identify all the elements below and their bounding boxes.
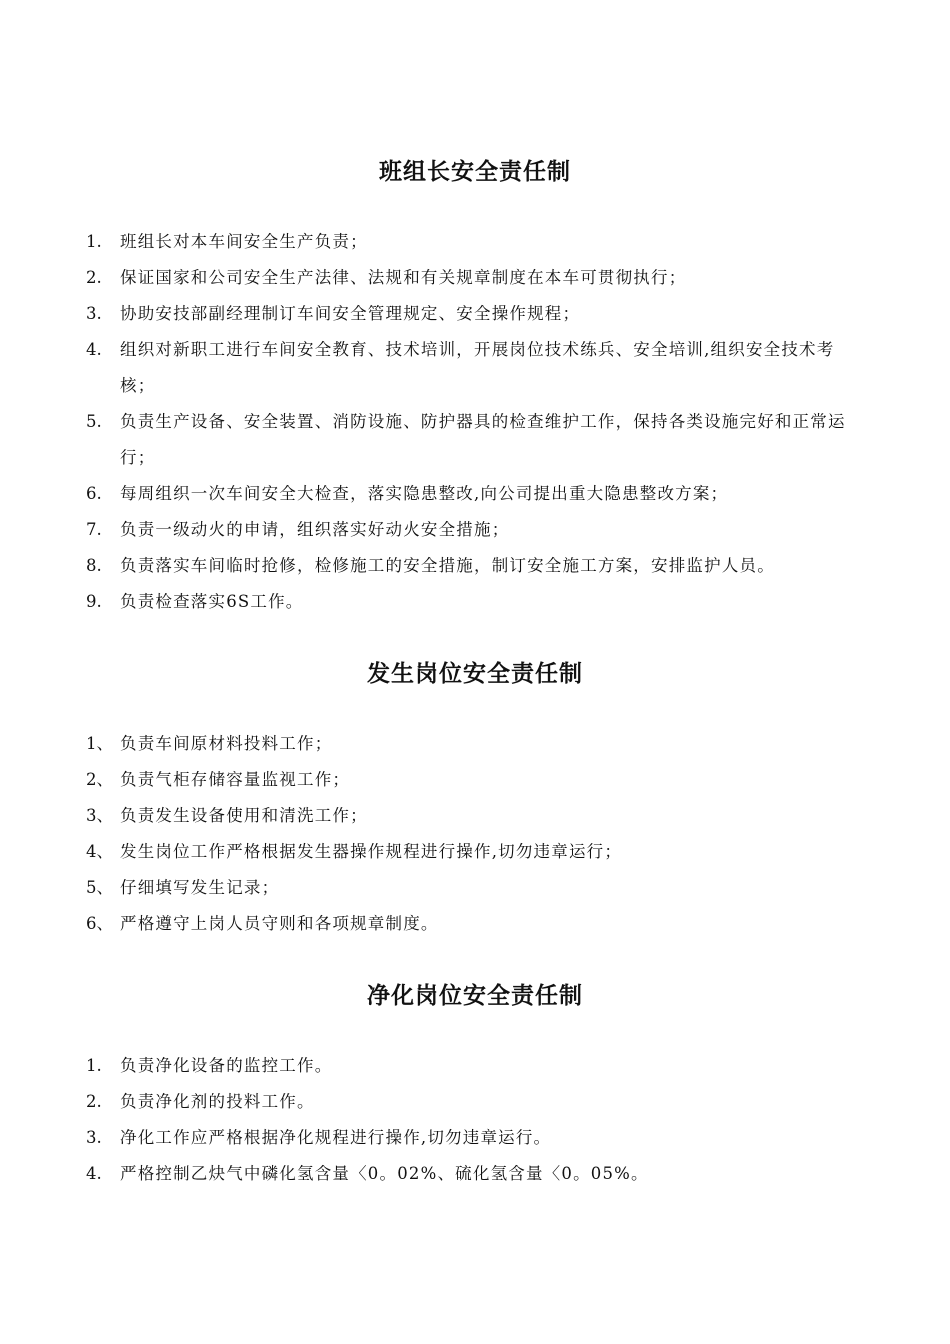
item-text: 仔细填写发生记录； xyxy=(120,878,280,897)
list-item xyxy=(0,834,862,870)
item-text: 负责一级动火的申请，组织落实好动火安全措施； xyxy=(120,520,510,539)
list-item xyxy=(0,404,862,476)
item-number: 5、 xyxy=(86,878,113,897)
section-title: 净化岗位安全责任制 xyxy=(367,982,583,1009)
section-generation-post-responsibility xyxy=(0,652,950,942)
item-text: 班组长对本车间安全生产负责； xyxy=(120,232,368,251)
item-text: 负责净化设备的监控工作。 xyxy=(120,1056,333,1075)
item-text: 负责生产设备、安全装置、消防设施、防护器具的检查维护工作，保持各类设施完好和正常运行； xyxy=(120,412,846,467)
item-number: 3. xyxy=(86,1128,102,1147)
item-number: 4. xyxy=(86,340,102,359)
list-item xyxy=(0,476,862,512)
item-text: 严格遵守上岗人员守则和各项规章制度。 xyxy=(120,914,439,933)
item-text: 每周组织一次车间安全大检查，落实隐患整改,向公司提出重大隐患整改方案； xyxy=(120,484,729,503)
item-number: 1、 xyxy=(86,734,113,753)
section-title: 班组长安全责任制 xyxy=(379,158,571,185)
item-text: 组织对新职工进行车间安全教育、技术培训，开展岗位技术练兵、安全培训,组织安全技术考核； xyxy=(120,340,835,395)
item-number: 5. xyxy=(86,412,102,431)
item-number: 3. xyxy=(86,304,102,323)
item-text: 负责车间原材料投料工作； xyxy=(120,734,333,753)
item-text: 负责气柜存储容量监视工作； xyxy=(120,770,351,789)
item-number: 4、 xyxy=(86,842,113,861)
list-item xyxy=(0,1156,862,1192)
list-item xyxy=(0,512,862,548)
item-number: 3、 xyxy=(86,806,113,825)
list-item xyxy=(0,584,862,620)
responsibility-list xyxy=(0,224,950,620)
item-number: 4. xyxy=(86,1164,102,1183)
list-item xyxy=(0,548,862,584)
item-number: 2. xyxy=(86,268,102,287)
item-number: 9. xyxy=(86,592,102,611)
list-item xyxy=(0,798,862,834)
item-text: 负责净化剂的投料工作。 xyxy=(120,1092,315,1111)
item-number: 2、 xyxy=(86,770,113,789)
item-text: 净化工作应严格根据净化规程进行操作,切勿违章运行。 xyxy=(120,1128,552,1147)
item-number: 1. xyxy=(86,1056,102,1075)
section-purification-post-responsibility xyxy=(0,974,950,1192)
item-text: 协助安技部副经理制订车间安全管理规定、安全操作规程； xyxy=(120,304,581,323)
item-number: 6. xyxy=(86,484,102,503)
item-number: 7. xyxy=(86,520,102,539)
list-item xyxy=(0,726,862,762)
list-item xyxy=(0,1120,862,1156)
item-text: 负责发生设备使用和清洗工作； xyxy=(120,806,368,825)
list-item xyxy=(0,332,862,404)
list-item xyxy=(0,870,862,906)
list-item xyxy=(0,906,862,942)
item-text: 发生岗位工作严格根据发生器操作规程进行操作,切勿违章运行； xyxy=(120,842,623,861)
list-item xyxy=(0,224,862,260)
item-text: 严格控制乙炔气中磷化氢含量〈0。02%、硫化氢含量〈0。05%。 xyxy=(120,1164,649,1183)
list-item xyxy=(0,1048,862,1084)
section-team-leader-responsibility xyxy=(0,150,950,620)
item-number: 1. xyxy=(86,232,102,251)
section-title: 发生岗位安全责任制 xyxy=(367,660,583,687)
item-text: 负责落实车间临时抢修，检修施工的安全措施，制订安全施工方案，安排监护人员。 xyxy=(120,556,775,575)
responsibility-list xyxy=(0,1048,950,1192)
item-number: 2. xyxy=(86,1092,102,1111)
list-item xyxy=(0,260,862,296)
item-number: 8. xyxy=(86,556,102,575)
item-number: 6、 xyxy=(86,914,113,933)
item-text: 保证国家和公司安全生产法律、法规和有关规章制度在本车可贯彻执行； xyxy=(120,268,687,287)
list-item xyxy=(0,762,862,798)
responsibility-list xyxy=(0,726,950,942)
list-item xyxy=(0,1084,862,1120)
item-text: 负责检查落实6S工作。 xyxy=(120,592,304,611)
list-item xyxy=(0,296,862,332)
